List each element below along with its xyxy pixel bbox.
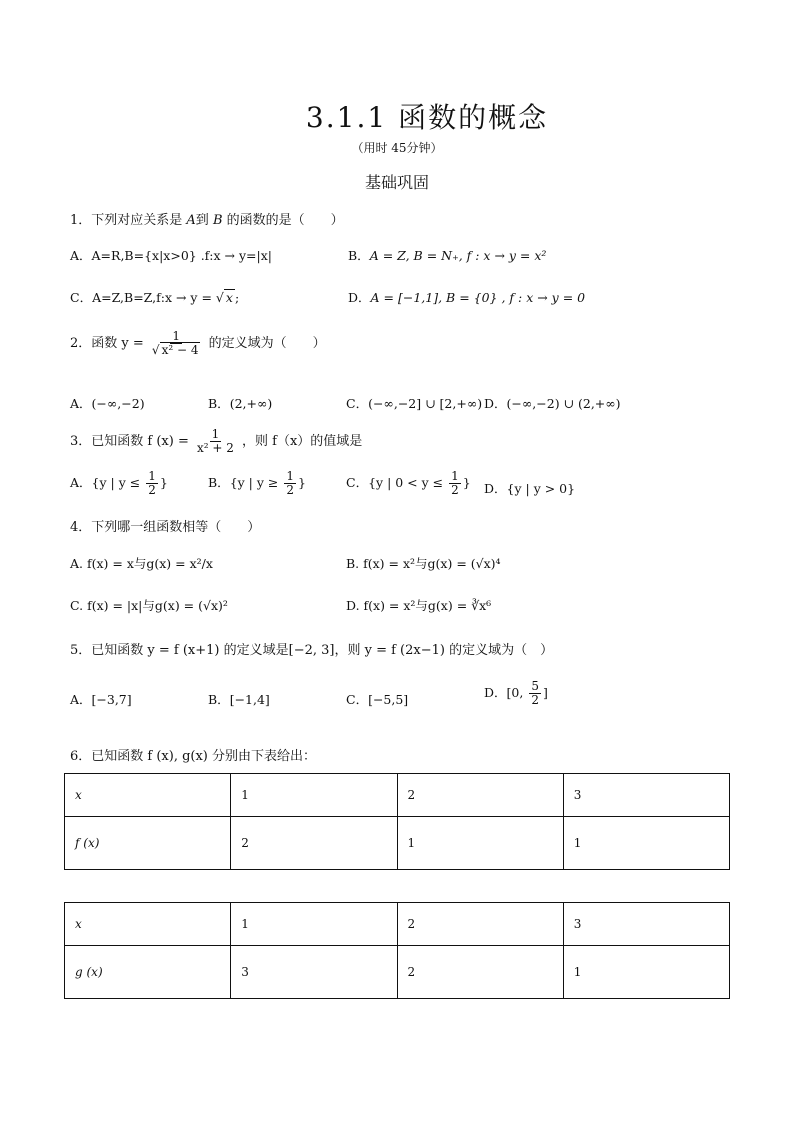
question-4-stem: 4．下列哪一组函数相等（ ） (70, 520, 261, 535)
q2-fraction: $\frac{1}{\text{√ x² − 4}}$ (151, 329, 199, 358)
table-g-cell: 1 (231, 903, 397, 946)
table-f-cell: 2 (397, 774, 563, 817)
table-g-row-values (65, 946, 730, 999)
q3-option-b (208, 470, 306, 497)
q3-c-text: {y | 0 < y ≤ (368, 475, 444, 491)
section-heading: 基础巩固 (364, 173, 429, 192)
q3-a-den: 2 (148, 483, 156, 498)
table-g (64, 902, 730, 999)
q1-b-text: A = Z, B = N₊, f : x → y = x² (369, 248, 547, 263)
question-5-stem: 5．已知函数 y = f (x+1) 的定义域是[−2, 3]，则 y = f (2x−1) 的定义域为（ ） (70, 643, 554, 658)
q1-stem-suffix: 的函数的是（ ） (222, 213, 344, 228)
q5-option-a (70, 690, 132, 708)
q2-a-label: A． (70, 396, 92, 411)
q4-option-d: D. f(x) = x²与g(x) = ∛x⁶ (346, 598, 492, 613)
q3-c-fraction (449, 470, 461, 497)
q3-c-close: } (462, 475, 471, 491)
q2-c-label: C． (346, 396, 369, 411)
q2-b-text: (2,+∞) (229, 396, 273, 411)
q1-stem-mid: 到 (195, 213, 213, 228)
page-title: 3.1.1 函数的概念 (305, 101, 549, 134)
q2-stem-prefix: 2．函数 y = (70, 336, 148, 352)
question-2-stem (70, 330, 326, 357)
table-g-cell: x (65, 903, 231, 946)
q2-option-b (208, 394, 272, 412)
q1-a-text: A=R,B={x|x>0} .f:x → y=|x| (91, 248, 272, 263)
table-f-cell: f (x) (65, 817, 231, 870)
q5-option-b (208, 690, 270, 708)
q3-b-text: {y | y ≥ (229, 475, 279, 491)
q2-option-c (346, 394, 482, 412)
q5-d-text: [0, (506, 685, 524, 701)
q2-frac-num: 1 (172, 329, 180, 343)
q4-option-c: C. f(x) = |x|与g(x) = (√x)² (70, 598, 228, 613)
q5-b-text: [−1,4] (229, 692, 270, 707)
q1-set-b: B (212, 213, 223, 228)
q3-c-den: 2 (451, 483, 459, 498)
table-f-row-header (65, 774, 730, 817)
q5-d-den: 2 (531, 693, 539, 708)
q5-option-c (346, 690, 408, 708)
q1-c-text-post: ; (234, 290, 240, 305)
table-f-cell: 1 (231, 774, 397, 817)
q2-b-label: B． (208, 396, 230, 411)
q1-option-b (348, 246, 546, 264)
q3-option-a (70, 470, 168, 497)
q3-option-d (484, 479, 575, 497)
q2-a-text: (−∞,−2) (91, 396, 145, 411)
table-g-cell: 2 (397, 946, 563, 999)
table-g-cell: 1 (563, 946, 729, 999)
time-note: （用时 45分钟） (351, 141, 443, 155)
table-f-cell: 1 (397, 817, 563, 870)
question-1-stem (70, 209, 344, 228)
q5-d-close: ] (542, 685, 548, 701)
q3-stem-suffix: ，则 f（x）的值域是 (242, 434, 363, 450)
q5-d-label: D． (484, 685, 507, 701)
table-g-cell: g (x) (65, 946, 231, 999)
table-f (64, 773, 730, 870)
q3-d-label: D． (484, 481, 507, 496)
q4-option-b: B. f(x) = x²与g(x) = (√x)⁴ (346, 556, 501, 571)
table-f-cell: x (65, 774, 231, 817)
q5-a-label: A． (70, 692, 92, 707)
q1-set-a: A (186, 213, 196, 228)
table-f-cell: 3 (563, 774, 729, 817)
question-6-stem: 6．已知函数 f (x), g(x) 分别由下表给出： (70, 749, 317, 764)
table-f-row-values (65, 817, 730, 870)
q3-b-label: B． (208, 475, 230, 491)
q5-b-label: B． (208, 692, 230, 707)
q3-a-fraction (146, 470, 158, 497)
q1-option-a (70, 246, 272, 264)
q5-d-num: 5 (531, 679, 539, 693)
q5-option-d (484, 680, 548, 707)
question-3-stem (70, 428, 362, 455)
q2-c-text: (−∞,−2] ∪ [2,+∞) (368, 396, 483, 411)
q3-c-num: 1 (451, 469, 459, 483)
q1-b-label: B． (348, 248, 370, 263)
q2-frac-den: x² − 4 (161, 343, 199, 358)
q1-option-c: C．A=Z,B=Z,f:x → y = √ x ; (70, 290, 240, 305)
q3-a-label: A． (70, 475, 92, 491)
table-g-cell: 2 (397, 903, 563, 946)
q3-c-label: C． (346, 475, 369, 491)
q3-a-close: } (159, 475, 168, 491)
q1-c-label: C． (70, 290, 93, 305)
table-g-row-header (65, 903, 730, 946)
q5-d-fraction (529, 680, 541, 707)
q5-a-text: [−3,7] (91, 692, 132, 707)
q2-option-d (484, 394, 621, 412)
q3-b-fraction (284, 470, 296, 497)
table-f-cell: 1 (563, 817, 729, 870)
q2-option-a (70, 394, 145, 412)
q3-b-close: } (298, 475, 306, 491)
table-g-cell: 3 (231, 946, 397, 999)
q3-fraction (195, 428, 236, 455)
q1-c-radicand: x (225, 290, 233, 305)
q3-b-num: 1 (286, 469, 294, 483)
q2-d-label: D． (484, 396, 507, 411)
q2-d-text: (−∞,−2) ∪ (2,+∞) (506, 396, 621, 411)
q2-stem-suffix: 的定义域为（ ） (208, 336, 326, 352)
q3-b-den: 2 (286, 483, 294, 498)
q3-a-text: {y | y ≤ (91, 475, 141, 491)
q1-d-text: A = [−1,1], B = {0} , f : x → y = 0 (370, 290, 586, 305)
table-g-cell: 3 (563, 903, 729, 946)
q5-c-text: [−5,5] (368, 692, 409, 707)
q1-d-label: D． (348, 290, 371, 305)
q1-option-d (348, 288, 585, 306)
q5-c-label: C． (346, 692, 369, 707)
q3-d-text: {y | y > 0} (506, 481, 576, 496)
table-f-cell: 2 (231, 817, 397, 870)
q4-option-a: A. f(x) = x与g(x) = x²/x (70, 556, 213, 571)
q3-frac-den: x² + 2 (196, 441, 234, 456)
q1-a-label: A． (70, 248, 92, 263)
q3-a-num: 1 (148, 469, 156, 483)
q1-c-text-pre: A=Z,B=Z,f:x → y = (92, 290, 216, 305)
q3-stem-prefix: 3．已知函数 f (x) = (70, 434, 193, 450)
q3-option-c (346, 470, 471, 497)
q1-stem-prefix: 1．下列对应关系是 (70, 213, 187, 228)
q3-frac-num: 1 (211, 427, 220, 441)
